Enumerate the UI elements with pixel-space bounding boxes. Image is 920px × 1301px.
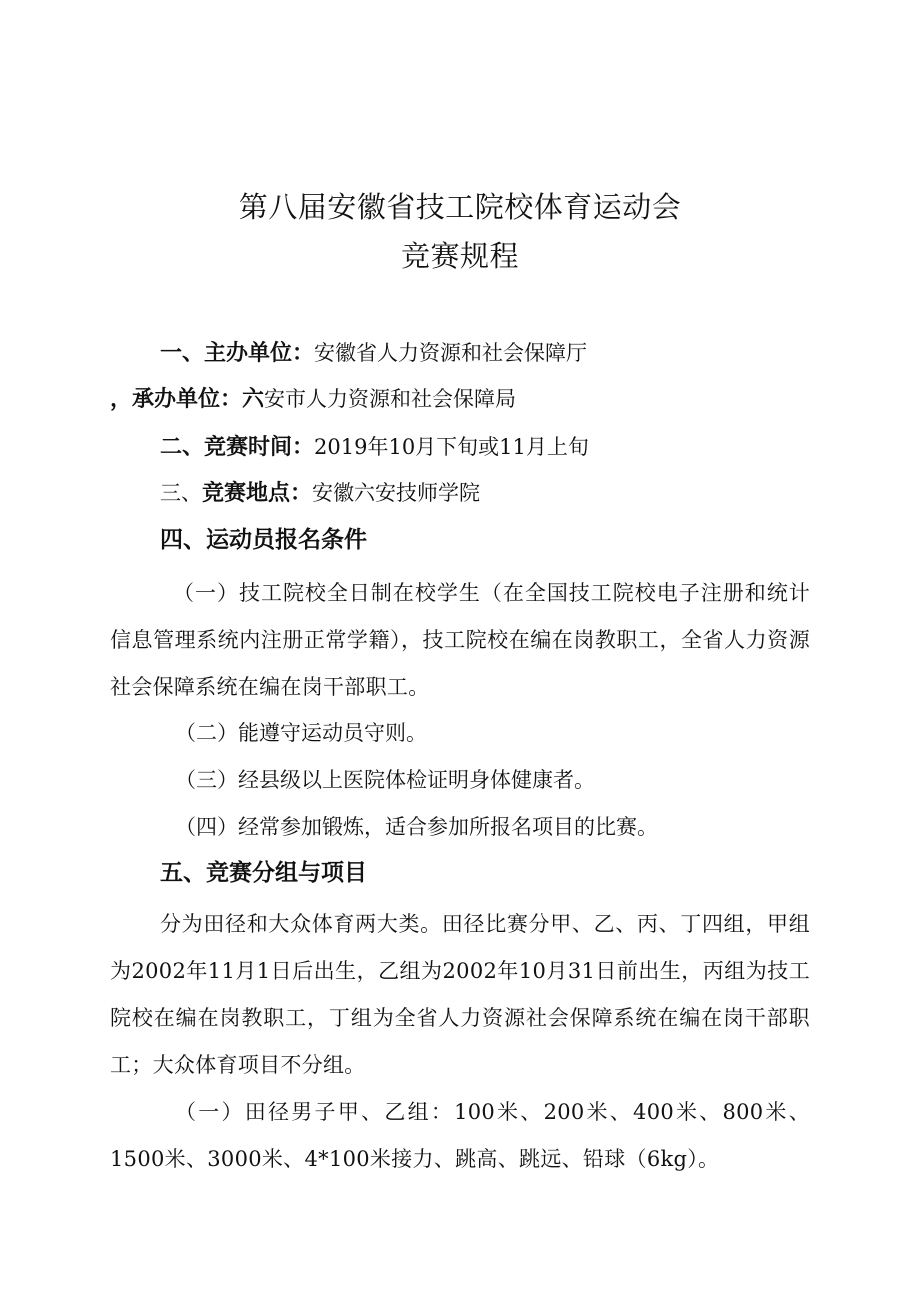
host-value: 安市人力资源和社会保障局 <box>264 387 517 411</box>
section4-item3: （三）经县级以上医院体检证明身体健康者。 <box>175 768 595 792</box>
organizer-line <box>160 343 587 365</box>
section5-heading: 五、竞赛分组与项目 <box>160 860 367 886</box>
section4-heading: 四、运动员报名条件 <box>160 527 367 553</box>
section4-item2: （二）能遵守运动员守则。 <box>175 721 427 745</box>
venue-label: 竞赛地点： <box>202 481 313 506</box>
time-label: 二、竞赛时间： <box>160 435 315 460</box>
section5-intro: 分为田径和大众体育两大类。田径比赛分甲、乙、丙、丁四组，甲组为2002年11月1日后出生，乙组为2002年10月31日前出生，丙组为技工院校在编在岗教职工，丁组为全省人力资源社会保障系统在编在岗干部职工；大众体育项目不分组。 <box>110 912 810 1077</box>
section4-item1: （一）技工院校全日制在校学生（在全国技工院校电子注册和统计信息管理系统内注册正常学籍），技工院校在编在岗教职工，全省人力资源社会保障系统在编在岗干部职工。 <box>110 581 810 699</box>
organizer-value: 安徽省人力资源和社会保障厅 <box>314 341 588 365</box>
time-line <box>160 437 589 459</box>
section5-item1: （一）田径男子甲、乙组：100米、200米、400米、800米、1500米、3000米、4*100米接力、跳高、跳远、铅球（6kg）。 <box>110 1100 810 1171</box>
host-line <box>110 389 516 411</box>
document-subtitle: 竞赛规程 <box>400 239 519 273</box>
document-title: 第八届安徽省技工院校体育运动会 <box>238 190 682 224</box>
venue-value: 安徽六安技师学院 <box>312 481 481 505</box>
time-value: 2019年10月下旬或11月上旬 <box>314 435 589 459</box>
venue-label-prefix: 三、 <box>160 481 202 505</box>
venue-line <box>160 483 480 505</box>
section4-item4: （四）经常参加锻炼，适合参加所报名项目的比赛。 <box>175 815 658 839</box>
organizer-label: 一、主办单位： <box>160 341 315 366</box>
host-label: ，承办单位：六 <box>110 387 265 412</box>
